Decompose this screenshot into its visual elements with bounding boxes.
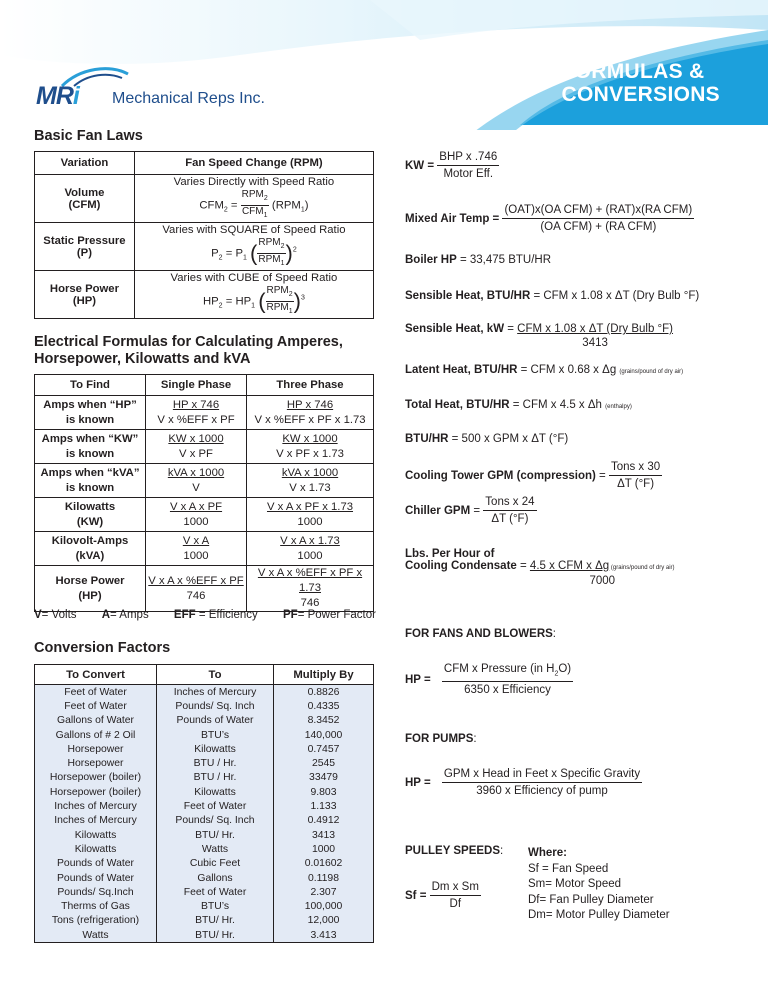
col-single-phase: Single Phase xyxy=(146,375,247,396)
cell-factor: 2.307 xyxy=(274,885,374,899)
col-to: To xyxy=(157,665,274,685)
cell-to: BTU / Hr. xyxy=(157,771,274,785)
table-row: Amps when “kVA” is known kVA x 1000 V kVA x 1000 V x 1.73 xyxy=(35,464,374,498)
pumps-heading: FOR PUMPS: xyxy=(405,733,477,745)
formula-pumps-hp: HP = GPM x Head in Feet x Specific Gravity 3960 x Efficiency of pump xyxy=(405,768,641,797)
cell-from: Horsepower xyxy=(35,742,157,756)
row-volume-label: Volume (CFM) xyxy=(35,175,135,223)
cell-to: BTU/ Hr. xyxy=(157,828,274,842)
cell-to: BTU/ Hr. xyxy=(157,928,274,943)
cell-factor: 100,000 xyxy=(274,899,374,913)
electrical-legend: V= Volts A= Amps EFF = Efficiency PF= Power Factor xyxy=(34,609,376,621)
col-multiply-by: Multiply By xyxy=(274,665,374,685)
cell-factor: 12,000 xyxy=(274,914,374,928)
company-name: Mechanical Reps Inc. xyxy=(112,90,265,107)
formula-mixed-air: Mixed Air Temp = (OAT)x(OA CFM) + (RAT)x(RA CFM) (OA CFM) + (RA CFM) xyxy=(405,204,693,233)
cell-factor: 33479 xyxy=(274,771,374,785)
formula-latent: Latent Heat, BTU/HR = CFM x 0.68 x Δg (grains/pound of dry air) xyxy=(405,364,684,376)
table-row xyxy=(35,928,374,943)
cell-to: BTU’s xyxy=(157,899,274,913)
table-row xyxy=(35,728,374,742)
cell-from: Watts xyxy=(35,928,157,943)
row-horsepower-formula: Varies with CUBE of Speed Ratio $HP_2 = HP_1$ ( $\frac{RPM_2}{RPM_1}$ )$^3$ xyxy=(134,271,373,319)
cell-from: Inches of Mercury xyxy=(35,814,157,828)
cell-from: Inches of Mercury xyxy=(35,799,157,813)
cell-from: Feet of Water xyxy=(35,699,157,713)
cell-to: Inches of Mercury xyxy=(157,685,274,700)
formula-sensible-kw: Sensible Heat, kW = CFM x 1.08 x ΔT (Dry Bulb °F) 3413 xyxy=(405,323,674,349)
conversion-table xyxy=(34,664,374,943)
fans-heading: FOR FANS AND BLOWERS: xyxy=(405,628,556,640)
formula-fans-hp: HP = CFM x Pressure (in $H_2O$) 6350 x Efficiency xyxy=(405,663,572,697)
cell-factor: 0.1198 xyxy=(274,871,374,885)
logo-mark: MRi xyxy=(36,82,79,110)
table-row xyxy=(35,899,374,913)
cell-factor: 0.8826 xyxy=(274,685,374,700)
cell-to: Kilowatts xyxy=(157,785,274,799)
electrical-heading: Electrical Formulas for Calculating Amperes, Horsepower, Kilowatts and kVA xyxy=(34,334,343,367)
cell-from: Horsepower (boiler) xyxy=(35,785,157,799)
table-row xyxy=(35,842,374,856)
formula-chiller: Chiller GPM = Tons x 24 ΔT (°F) xyxy=(405,496,535,525)
table-row: Amps when “KW” is known KW x 1000 V x PF KW x 1000 V x PF x 1.73 xyxy=(35,430,374,464)
cell-from: Pounds of Water xyxy=(35,857,157,871)
cell-to: Gallons xyxy=(157,871,274,885)
fan-laws-heading: Basic Fan Laws xyxy=(34,128,143,144)
cell-from: Therms of Gas xyxy=(35,899,157,913)
col-speed-change: Fan Speed Change (RPM) xyxy=(134,152,373,175)
table-row xyxy=(35,828,374,842)
cell-from: Kilowatts xyxy=(35,828,157,842)
cell-from: Gallons of # 2 Oil xyxy=(35,728,157,742)
row-pressure-formula: Varies with SQUARE of Speed Ratio $P_2 = P_1$ ( $\frac{RPM_2}{RPM_1}$ )$^2$ xyxy=(134,223,373,271)
formula-sensible-btu: Sensible Heat, BTU/HR = CFM x 1.08 x ΔT (Dry Bulb °F) xyxy=(405,290,700,302)
cell-factor: 1.133 xyxy=(274,799,374,813)
col-variation: Variation xyxy=(35,152,135,175)
cell-from: Feet of Water xyxy=(35,685,157,700)
table-row xyxy=(35,857,374,871)
pulley-where: Where: Sf = Fan Speed Sm= Motor Speed Df= Fan Pulley Diameter Dm= Motor Pulley Diameter xyxy=(528,847,670,921)
formula-boiler-hp: Boiler HP = 33,475 BTU/HR xyxy=(405,254,552,266)
table-row: Amps when “HP” is known HP x 746 V x %EFF x PF HP x 746 V x %EFF x PF x 1.73 xyxy=(35,396,374,430)
cell-from: Kilowatts xyxy=(35,842,157,856)
formula-condensate: Lbs. Per Hour of Cooling Condensate = 4.5 x CFM x Δg (grains/pound of dry air) 7000 xyxy=(405,548,675,587)
table-row xyxy=(35,814,374,828)
table-row xyxy=(35,756,374,770)
cell-to: Cubic Feet xyxy=(157,857,274,871)
table-row xyxy=(35,699,374,713)
cell-to: Kilowatts xyxy=(157,742,274,756)
formula-total-heat: Total Heat, BTU/HR = CFM x 4.5 x Δh (enthalpy) xyxy=(405,399,632,411)
cell-factor: 0.7457 xyxy=(274,742,374,756)
formula-pulley: Sf = $\frac{\text{Dm x Sm}}{Df}$ xyxy=(405,881,479,910)
row-horsepower-label: Horse Power (HP) xyxy=(35,271,135,319)
cell-from: Tons (refrigeration) xyxy=(35,914,157,928)
formula-cooling-tower: Cooling Tower GPM (compression) = Tons x 30 ΔT (°F) xyxy=(405,461,661,490)
cell-factor: 9.803 xyxy=(274,785,374,799)
page-title: FORMULAS & CONVERSIONS xyxy=(561,60,720,106)
table-row xyxy=(35,799,374,813)
cell-factor: 3413 xyxy=(274,828,374,842)
table-row: Kilowatts (KW) V x A x PF 1000 V x A x PF x 1.73 1000 xyxy=(35,498,374,532)
cell-from: Horsepower xyxy=(35,756,157,770)
cell-to: Feet of Water xyxy=(157,885,274,899)
conversion-heading: Conversion Factors xyxy=(34,640,171,656)
table-row xyxy=(35,785,374,799)
cell-to: Pounds/ Sq. Inch xyxy=(157,814,274,828)
cell-from: Horsepower (boiler) xyxy=(35,771,157,785)
cell-factor: 1000 xyxy=(274,842,374,856)
cell-factor: 3.413 xyxy=(274,928,374,943)
cell-from: Pounds/ Sq.Inch xyxy=(35,885,157,899)
row-pressure-label: Static Pressure (P) xyxy=(35,223,135,271)
cell-factor: 0.4335 xyxy=(274,699,374,713)
col-to-find: To Find xyxy=(35,375,146,396)
cell-factor: 0.01602 xyxy=(274,857,374,871)
row-volume-formula: Varies Directly with Speed Ratio $CFM_2$ = $\frac{RPM_2}{CFM_1}$ $(RPM_1)$ xyxy=(134,175,373,223)
formula-kw: KW = BHP x .746 Motor Eff. xyxy=(405,151,498,180)
cell-to: BTU / Hr. xyxy=(157,756,274,770)
fan-laws-table xyxy=(34,151,374,319)
table-row: Kilovolt-Amps (kVA) V x A 1000 V x A x 1.73 1000 xyxy=(35,532,374,566)
cell-factor: 140,000 xyxy=(274,728,374,742)
col-three-phase: Three Phase xyxy=(247,375,374,396)
cell-to: Feet of Water xyxy=(157,799,274,813)
table-row xyxy=(35,771,374,785)
electrical-table xyxy=(34,374,374,612)
table-row xyxy=(35,714,374,728)
table-row: Horse Power (HP) V x A x %EFF x PF 746 V x A x %EFF x PF x 1.73 746 xyxy=(35,566,374,612)
cell-to: BTU/ Hr. xyxy=(157,914,274,928)
table-row xyxy=(35,685,374,700)
cell-factor: 0.4912 xyxy=(274,814,374,828)
cell-to: Watts xyxy=(157,842,274,856)
formula-btu-hr: BTU/HR = 500 x GPM x ΔT (°F) xyxy=(405,433,569,445)
cell-factor: 2545 xyxy=(274,756,374,770)
cell-from: Gallons of Water xyxy=(35,714,157,728)
table-row xyxy=(35,914,374,928)
cell-factor: 8.3452 xyxy=(274,714,374,728)
pulley-heading: PULLEY SPEEDS: xyxy=(405,845,504,857)
cell-to: Pounds of Water xyxy=(157,714,274,728)
table-row xyxy=(35,742,374,756)
table-row xyxy=(35,885,374,899)
table-row xyxy=(35,871,374,885)
cell-from: Pounds of Water xyxy=(35,871,157,885)
col-to-convert: To Convert xyxy=(35,665,157,685)
cell-to: Pounds/ Sq. Inch xyxy=(157,699,274,713)
cell-to: BTU’s xyxy=(157,728,274,742)
